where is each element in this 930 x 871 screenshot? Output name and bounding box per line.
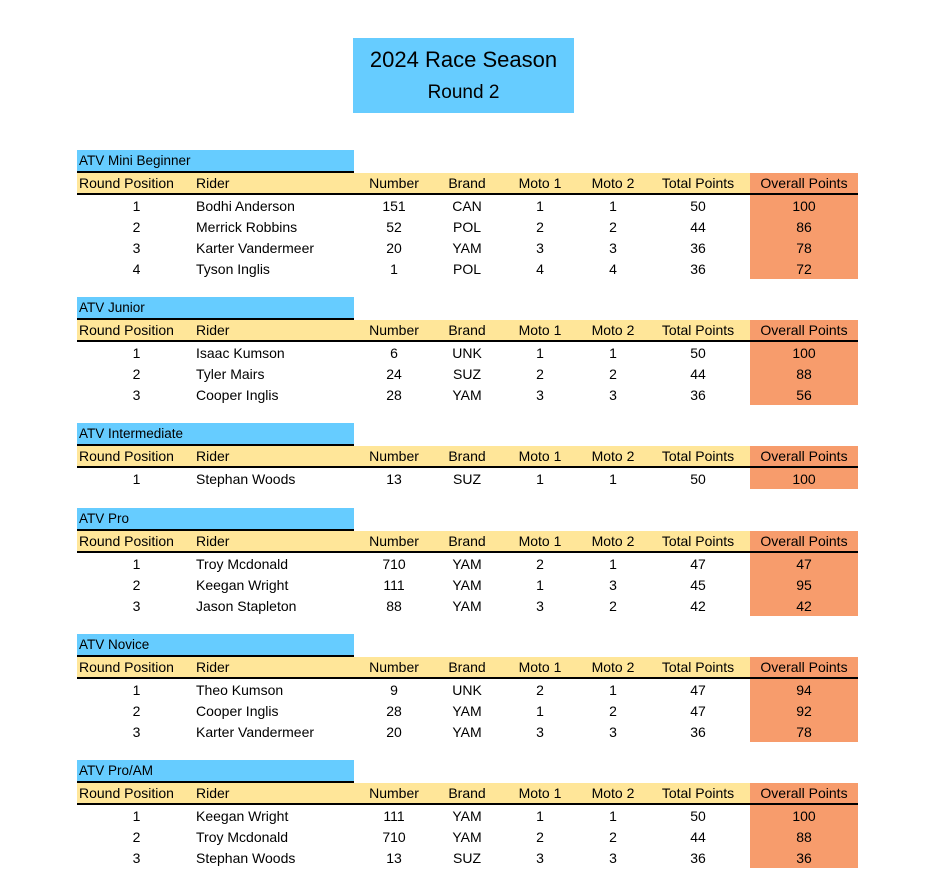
column-header-row [77, 446, 858, 467]
table-cell: YAM [452, 702, 482, 719]
table-cell: Stephan Woods [196, 470, 296, 487]
table-cell: 2 [132, 365, 141, 382]
table-cell: Karter Vandermeer [196, 723, 315, 740]
table-cell: YAM [452, 386, 482, 403]
table-row [77, 678, 858, 700]
table-row [77, 384, 858, 405]
column-header: Number [354, 657, 434, 678]
table-cell: Keegan Wright [196, 807, 289, 824]
table-cell: 36 [690, 260, 706, 277]
table-cell: 3 [132, 239, 141, 256]
table-cell: 4 [132, 260, 141, 277]
table-cell: 2 [132, 702, 141, 719]
table-cell: 86 [750, 216, 858, 237]
table-cell: 36 [750, 847, 858, 868]
results-table [77, 783, 858, 868]
column-header: Moto 1 [500, 446, 580, 467]
table-cell: 50 [690, 470, 706, 487]
column-header: Moto 2 [580, 531, 646, 552]
season-title: 2024 Race Season [369, 46, 558, 72]
table-cell: YAM [452, 597, 482, 614]
table-cell: 44 [690, 218, 706, 235]
table-cell: 92 [750, 700, 858, 721]
table-cell: 52 [386, 218, 402, 235]
class-name: ATV Novice [77, 634, 354, 657]
table-row [77, 826, 858, 847]
column-header: Brand [434, 446, 500, 467]
table-cell: 2 [536, 828, 544, 845]
column-header: Overall Points [750, 320, 858, 341]
table-cell: SUZ [453, 365, 481, 382]
column-header: Round Position [77, 446, 196, 467]
table-cell: 88 [386, 597, 402, 614]
table-cell: 44 [690, 828, 706, 845]
table-cell: 710 [382, 555, 406, 572]
results-table [77, 531, 858, 616]
column-header-row [77, 320, 858, 341]
table-row [77, 194, 858, 216]
table-cell: 42 [690, 597, 706, 614]
table-cell: 1 [609, 807, 617, 824]
table-cell: Stephan Woods [196, 849, 296, 866]
results-table [77, 657, 858, 742]
table-cell: 100 [750, 341, 858, 363]
class-name: ATV Intermediate [77, 423, 354, 446]
results-table [77, 320, 858, 405]
table-cell: 1 [536, 470, 544, 487]
table-cell: 1 [390, 260, 398, 277]
table-cell: 3 [132, 723, 141, 740]
column-header: Brand [434, 320, 500, 341]
table-cell: 3 [536, 597, 544, 614]
column-header: Moto 1 [500, 657, 580, 678]
column-header: Brand [434, 531, 500, 552]
table-row [77, 363, 858, 384]
table-cell: 42 [750, 595, 858, 616]
table-cell: 72 [750, 258, 858, 279]
table-cell: 1 [132, 681, 141, 698]
table-cell: 78 [750, 237, 858, 258]
results-table [77, 446, 858, 489]
column-header: Total Points [646, 531, 750, 552]
table-cell: 1 [609, 555, 617, 572]
table-cell: 1 [132, 470, 141, 487]
table-cell: Jason Stapleton [196, 597, 297, 614]
column-header: Moto 2 [580, 320, 646, 341]
column-header: Rider [196, 657, 354, 678]
table-cell: 3 [536, 849, 544, 866]
class-section [77, 150, 850, 279]
table-cell: 100 [750, 467, 858, 489]
column-header: Brand [434, 783, 500, 804]
table-cell: 4 [536, 260, 544, 277]
class-section [77, 760, 850, 868]
table-cell: Troy Mcdonald [196, 828, 289, 845]
table-cell: 3 [132, 849, 141, 866]
column-header: Round Position [77, 531, 196, 552]
table-cell: 44 [690, 365, 706, 382]
table-cell: Cooper Inglis [196, 386, 279, 403]
class-name: ATV Mini Beginner [77, 150, 354, 173]
table-cell: 1 [132, 555, 141, 572]
class-section [77, 508, 850, 616]
column-header: Rider [196, 446, 354, 467]
table-cell: 24 [386, 365, 402, 382]
column-header: Round Position [77, 657, 196, 678]
table-cell: 36 [690, 849, 706, 866]
table-cell: 47 [690, 681, 706, 698]
table-cell: 111 [383, 576, 405, 593]
class-name: ATV Pro [77, 508, 354, 531]
table-cell: 94 [750, 678, 858, 700]
table-row [77, 216, 858, 237]
table-cell: YAM [452, 239, 482, 256]
column-header: Moto 2 [580, 783, 646, 804]
table-row [77, 804, 858, 826]
table-cell: 36 [690, 723, 706, 740]
table-cell: Theo Kumson [196, 681, 284, 698]
table-row [77, 552, 858, 574]
column-header: Moto 1 [500, 320, 580, 341]
column-header: Rider [196, 320, 354, 341]
table-cell: 1 [609, 681, 617, 698]
table-cell: 36 [690, 386, 706, 403]
table-cell: 78 [750, 721, 858, 742]
table-row [77, 237, 858, 258]
column-header-row [77, 783, 858, 804]
table-row [77, 574, 858, 595]
column-header: Overall Points [750, 173, 858, 194]
column-header: Moto 1 [500, 783, 580, 804]
table-cell: 2 [609, 597, 617, 614]
column-header: Rider [196, 173, 354, 194]
table-cell: 3 [536, 239, 544, 256]
table-cell: 1 [536, 197, 544, 214]
table-cell: Troy Mcdonald [196, 555, 289, 572]
table-cell: 1 [536, 807, 544, 824]
table-cell: 28 [386, 386, 402, 403]
table-cell: 3 [609, 723, 617, 740]
column-header: Total Points [646, 657, 750, 678]
table-cell: UNK [452, 681, 482, 698]
class-section [77, 297, 850, 405]
class-name: ATV Junior [77, 297, 354, 320]
column-header: Moto 2 [580, 446, 646, 467]
table-row [77, 467, 858, 489]
table-cell: 47 [690, 555, 706, 572]
table-cell: 20 [386, 723, 402, 740]
table-cell: 3 [609, 386, 617, 403]
table-cell: 2 [132, 576, 141, 593]
column-header: Total Points [646, 446, 750, 467]
table-cell: 95 [750, 574, 858, 595]
table-cell: 47 [690, 702, 706, 719]
table-cell: 3 [609, 239, 617, 256]
table-cell: 2 [132, 828, 141, 845]
class-name: ATV Pro/AM [77, 760, 354, 783]
table-cell: Tyson Inglis [196, 260, 270, 277]
table-cell: 1 [609, 344, 617, 361]
table-cell: 45 [690, 576, 706, 593]
column-header-row [77, 531, 858, 552]
table-cell: YAM [452, 576, 482, 593]
table-cell: 1 [132, 344, 141, 361]
table-cell: 2 [536, 218, 544, 235]
column-header: Overall Points [750, 446, 858, 467]
table-cell: Bodhi Anderson [196, 197, 295, 214]
table-cell: 3 [536, 723, 544, 740]
column-header: Round Position [77, 783, 196, 804]
column-header: Number [354, 320, 434, 341]
table-cell: 100 [750, 194, 858, 216]
column-header-row [77, 173, 858, 194]
table-cell: 36 [690, 239, 706, 256]
table-cell: YAM [452, 723, 482, 740]
column-header: Total Points [646, 320, 750, 341]
table-cell: Isaac Kumson [196, 344, 285, 361]
table-cell: 88 [750, 363, 858, 384]
column-header: Number [354, 783, 434, 804]
column-header: Round Position [77, 320, 196, 341]
column-header: Brand [434, 173, 500, 194]
table-cell: 2 [132, 218, 141, 235]
column-header: Overall Points [750, 531, 858, 552]
table-cell: 1 [609, 197, 617, 214]
table-cell: 100 [750, 804, 858, 826]
table-cell: 710 [382, 828, 406, 845]
column-header: Rider [196, 531, 354, 552]
table-cell: POL [452, 218, 481, 235]
table-cell: 3 [536, 386, 544, 403]
column-header: Number [354, 173, 434, 194]
table-cell: 151 [382, 197, 406, 214]
table-cell: CAN [452, 197, 482, 214]
column-header: Moto 2 [580, 173, 646, 194]
table-cell: SUZ [453, 470, 481, 487]
table-cell: 13 [386, 849, 402, 866]
column-header: Total Points [646, 173, 750, 194]
table-cell: 2 [536, 555, 544, 572]
table-cell: 28 [386, 702, 402, 719]
table-cell: 3 [132, 597, 141, 614]
table-cell: 3 [132, 386, 141, 403]
column-header: Moto 1 [500, 173, 580, 194]
table-cell: 2 [609, 365, 617, 382]
table-row [77, 595, 858, 616]
table-row [77, 721, 858, 742]
column-header: Number [354, 531, 434, 552]
results-table [77, 173, 858, 279]
column-header: Overall Points [750, 657, 858, 678]
table-row [77, 847, 858, 868]
table-cell: 1 [132, 197, 141, 214]
table-cell: 2 [536, 365, 544, 382]
table-cell: 6 [390, 344, 398, 361]
column-header: Moto 1 [500, 531, 580, 552]
column-header: Total Points [646, 783, 750, 804]
table-cell: Cooper Inglis [196, 702, 279, 719]
table-cell: POL [452, 260, 481, 277]
table-cell: 1 [132, 807, 141, 824]
table-cell: Karter Vandermeer [196, 239, 315, 256]
table-cell: 13 [386, 470, 402, 487]
column-header: Rider [196, 783, 354, 804]
table-cell: 3 [609, 576, 617, 593]
column-header: Round Position [77, 173, 196, 194]
table-cell: 1 [536, 576, 544, 593]
class-section [77, 634, 850, 742]
table-cell: 2 [609, 702, 617, 719]
table-cell: 3 [609, 849, 617, 866]
table-cell: 4 [609, 260, 617, 277]
column-header: Overall Points [750, 783, 858, 804]
table-cell: SUZ [453, 849, 481, 866]
column-header: Moto 2 [580, 657, 646, 678]
table-cell: 1 [609, 470, 617, 487]
table-cell: 56 [750, 384, 858, 405]
season-header [353, 38, 574, 113]
table-cell: 2 [536, 681, 544, 698]
table-cell: 1 [536, 344, 544, 361]
table-cell: 20 [386, 239, 402, 256]
table-cell: 2 [609, 828, 617, 845]
table-cell: YAM [452, 828, 482, 845]
table-cell: Keegan Wright [196, 576, 289, 593]
table-row [77, 700, 858, 721]
table-cell: 111 [383, 807, 405, 824]
table-cell: Tyler Mairs [196, 365, 265, 382]
table-cell: 50 [690, 807, 706, 824]
table-cell: 1 [536, 702, 544, 719]
table-cell: 88 [750, 826, 858, 847]
table-cell: 2 [609, 218, 617, 235]
column-header-row [77, 657, 858, 678]
table-cell: 50 [690, 197, 706, 214]
class-section [77, 423, 850, 489]
table-cell: 9 [390, 681, 398, 698]
table-cell: YAM [452, 807, 482, 824]
table-cell: 50 [690, 344, 706, 361]
column-header: Number [354, 446, 434, 467]
table-row [77, 341, 858, 363]
table-cell: 47 [750, 552, 858, 574]
round-label: Round 2 [427, 81, 500, 103]
table-cell: YAM [452, 555, 482, 572]
column-header: Brand [434, 657, 500, 678]
table-cell: Merrick Robbins [196, 218, 298, 235]
table-cell: UNK [452, 344, 482, 361]
table-row [77, 258, 858, 279]
